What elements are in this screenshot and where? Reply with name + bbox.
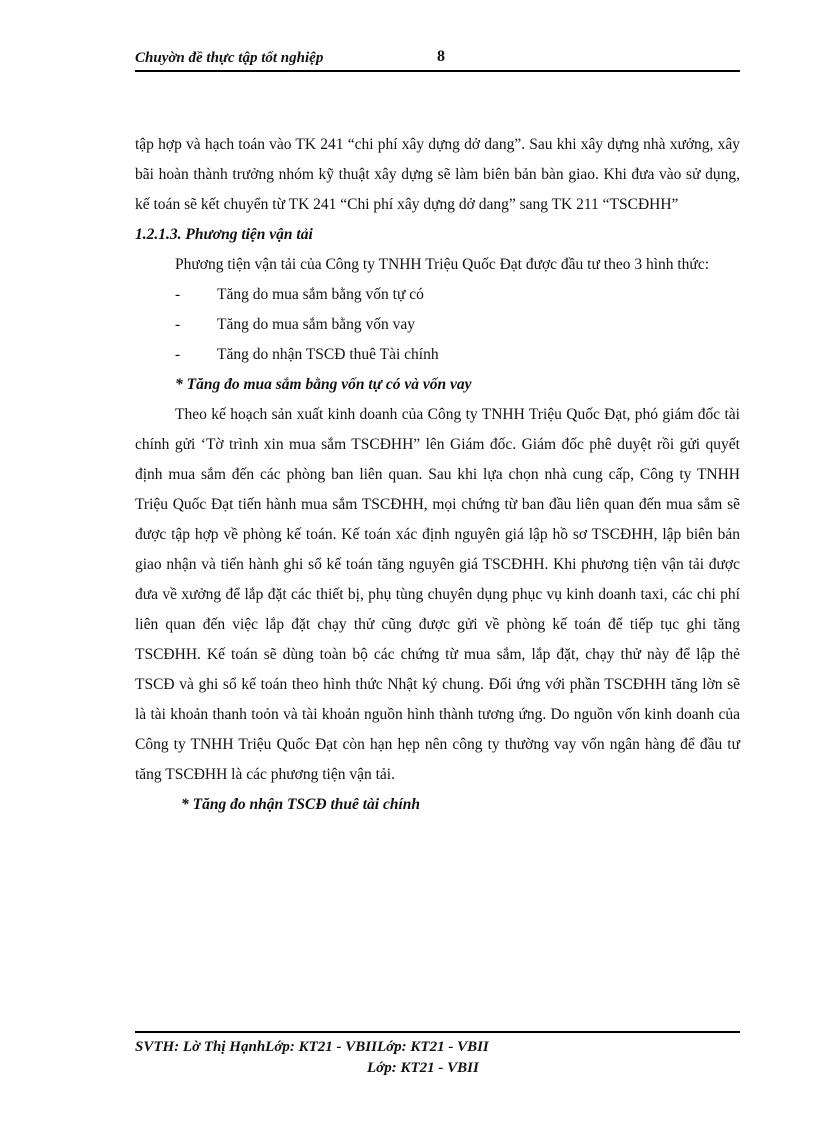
header-divider: [135, 70, 740, 72]
list-item: [135, 280, 740, 310]
section-heading: 1.2.1.3. Phương tiện vận tải: [135, 226, 313, 243]
paragraph-purchase-process: Theo kế hoạch sản xuất kinh doanh của Công ty TNHH Triệu Quốc Đạt, phó giám đốc tài chính gửi ‘Tờ trình xin mua sắm TSCĐHH” lên Giám đốc. Giám đốc phê duyệt rồi gửi quyết định mua sắm đến các phòng ban liên quan. Sau khi lựa chọn nhà cung cấp, Công ty TNHH Triệu Quốc Đạt tiến hành mua sắm TSCĐHH, mọi chứng từ ban đầu liên quan đến mua sắm sẽ được tập hợp về phòng kế toán. Kế toán xác định nguyên giá lập hồ sơ TSCĐHH, lập biên bản giao nhận và tiến hành ghi sổ kế toán tăng nguyên giá TSCĐHH. Khi phương tiện vận tải được đưa về xưởng để lắp đặt các thiết bị, phụ tùng chuyên dụng phục vụ kinh doanh taxi, các chi phí liên quan đến việc lắp đặt chạy thử cũng được gửi về phòng kế toán để tiếp tục ghi tăng TSCĐHH. Kế toán sẽ dùng toàn bộ các chứng từ mua sắm, lắp đặt, chạy thử này để lập thẻ TSCĐ và ghi sổ kế toán theo hình thức Nhật ký chung. Đối ứng với phần TSCĐHH tăng lờn sẽ là tài khoản thanh toỏn và tài khoản nguồn hình thành tương ứng. Do nguồn vốn kinh doanh của Công ty TNHH Triệu Quốc Đạt còn hạn hẹp nên công ty thường vay vốn ngân hàng để đầu tư tăng TSCĐHH là các phương tiện vận tải.: [135, 406, 740, 783]
page-header: [135, 48, 740, 70]
footer-divider: [135, 1031, 740, 1033]
footer-class-line: Lớp: KT21 - VBII: [367, 1060, 479, 1076]
list-item-text: Tăng do mua sắm bằng vốn vay: [217, 316, 416, 333]
paragraph-intro: Phương tiện vận tải của Công ty TNHH Triệu Quốc Đạt được đầu tư theo 3 hình thức:: [175, 256, 710, 273]
list-item: [135, 310, 740, 340]
page-footer: [135, 1037, 740, 1079]
list-item: [135, 340, 740, 370]
subheading-finance-lease: * Tăng đo nhận TSCĐ thuê tài chính: [181, 796, 421, 813]
page-number: 8: [437, 48, 445, 65]
bullet-marker: -: [175, 346, 181, 363]
bullet-marker: -: [175, 316, 181, 333]
paragraph-continuation: tập hợp và hạch toán vào TK 241 “chi phí xây dựng dở dang”. Sau khi xây dựng nhà xưởng, xây bãi hoàn thành trưởng nhóm kỹ thuật xây dựng sẽ làm biên bản bàn giao. Khi đưa vào sử dụng, kế toán sẽ kết chuyển từ TK 241 “Chi phí xây dựng dở dang” sang TK 211 “TSCĐHH”: [135, 136, 740, 213]
list-item-text: Tăng do nhận TSCĐ thuê Tài chính: [217, 346, 439, 363]
header-title: Chuyờn đề thực tập tốt nghiệp: [135, 50, 324, 66]
footer-author-line: SVTH: Lờ Thị HạnhLớp: KT21 - VBIILớp: KT21 - VBII: [135, 1039, 489, 1055]
subheading-purchase: * Tăng đo mua sắm bằng vốn tự có và vốn vay: [175, 376, 472, 393]
document-body: [135, 130, 740, 820]
list-item-text: Tăng do mua sắm bằng vốn tự có: [217, 286, 424, 303]
bullet-marker: -: [175, 286, 181, 303]
